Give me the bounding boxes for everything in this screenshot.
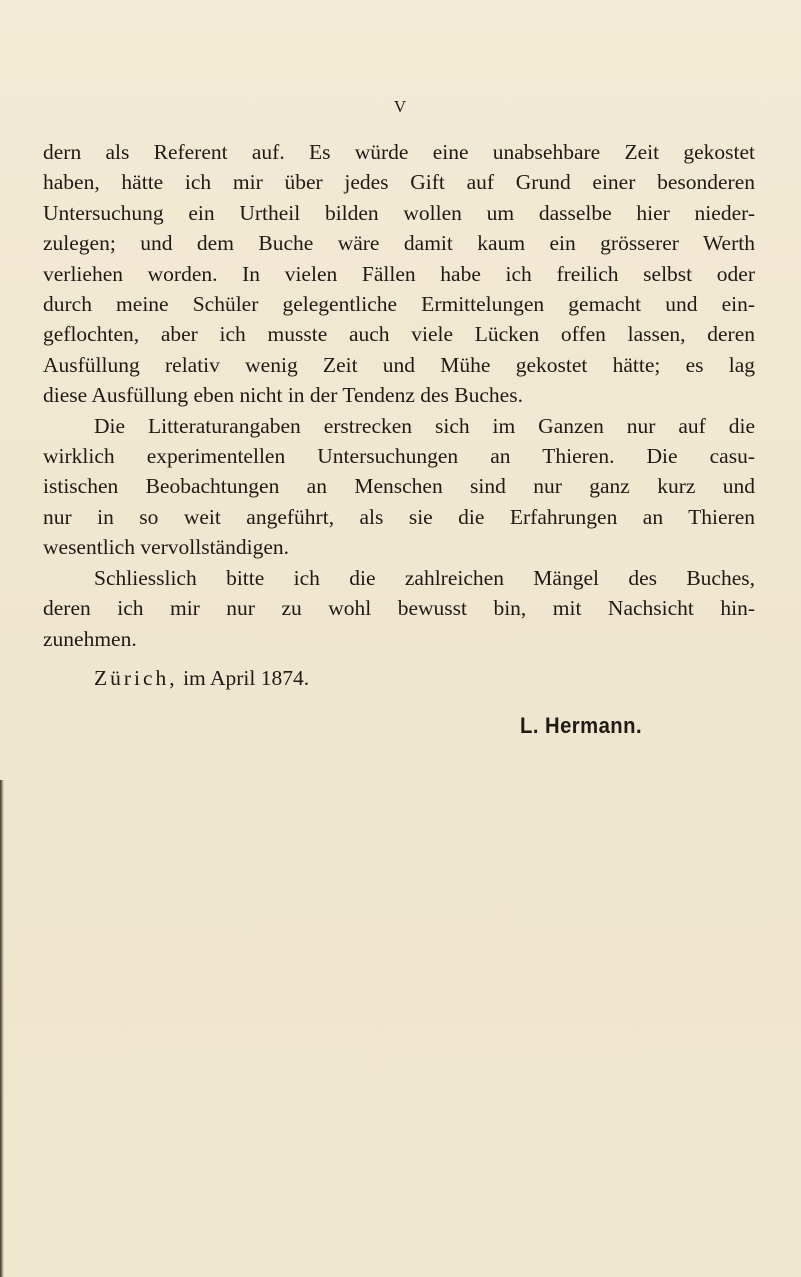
text-line: deren ich mir nur zu wohl bewusst bin, mit Nachsicht hin-: [43, 596, 755, 621]
text-line: Untersuchung ein Urtheil bilden wollen um dasselbe hier nieder-: [43, 200, 755, 225]
dateline-place: Zürich,: [94, 666, 178, 690]
paragraph-3: [43, 563, 755, 654]
text-line: zunehmen.: [43, 626, 137, 651]
text-line: wesentlich vervollständigen.: [43, 535, 289, 560]
body-text: [43, 137, 755, 654]
author-signature: L. Hermann.: [520, 713, 643, 738]
text-line: haben, hätte ich mir über jedes Gift auf Grund einer besonderen: [43, 170, 755, 195]
paragraph-1: [43, 137, 755, 411]
text-line: durch meine Schüler gelegentliche Ermittelungen gemacht und ein-: [43, 292, 755, 317]
text-line: verliehen worden. In vielen Fällen habe ich freilich selbst oder: [43, 261, 755, 286]
text-line: Ausfüllung relativ wenig Zeit und Mühe gekostet hätte; es lag: [43, 352, 755, 377]
page-number: V: [393, 97, 408, 116]
text-line: zulegen; und dem Buche wäre damit kaum ein grösserer Werth: [43, 231, 755, 256]
text-line: diese Ausfüllung eben nicht in der Tendenz des Buches.: [43, 383, 523, 408]
text-line: Die Litteraturangaben erstrecken sich im Ganzen nur auf die: [94, 413, 755, 438]
text-line: geflochten, aber ich musste auch viele Lücken offen lassen, deren: [43, 322, 755, 347]
text-line: Schliesslich bitte ich die zahlreichen Mängel des Buches,: [94, 565, 755, 590]
text-line: wirklich experimentellen Untersuchungen an Thieren. Die casu-: [43, 444, 755, 469]
page-edge-shadow: [0, 780, 4, 1277]
dateline: [94, 666, 309, 691]
paragraph-2: [43, 411, 755, 563]
text-line: nur in so weit angeführt, als sie die Erfahrungen an Thieren: [43, 504, 755, 529]
dateline-date: im April 1874.: [183, 666, 310, 690]
text-line: istischen Beobachtungen an Menschen sind nur ganz kurz und: [43, 474, 755, 499]
text-line: dern als Referent auf. Es würde eine unabsehbare Zeit gekostet: [43, 140, 755, 164]
